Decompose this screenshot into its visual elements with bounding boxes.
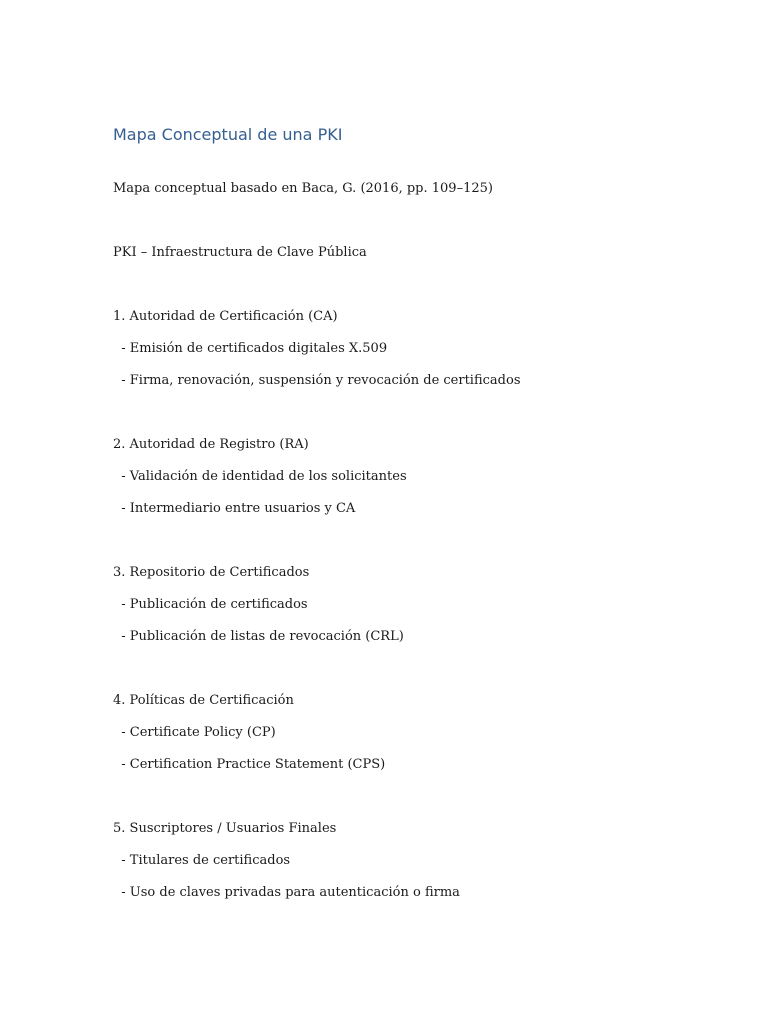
section-heading-ra: 2. Autoridad de Registro (RA)	[113, 437, 309, 452]
list-item: - Uso de claves privadas para autenticación o firma	[113, 885, 460, 900]
section-heading-repository: 3. Repositorio de Certificados	[113, 565, 310, 580]
list-item: - Certification Practice Statement (CPS)	[113, 757, 386, 772]
section-heading-policies: 4. Políticas de Certificación	[113, 693, 294, 708]
list-item: - Validación de identidad de los solicitantes	[113, 469, 407, 484]
list-item: - Certificate Policy (CP)	[113, 725, 276, 740]
list-item: - Publicación de certificados	[113, 597, 308, 612]
document-subtitle: Mapa conceptual basado en Baca, G. (2016, pp. 109–125)	[113, 181, 493, 196]
list-item: - Publicación de listas de revocación (CRL)	[113, 629, 404, 644]
section-heading-ca: 1. Autoridad de Certificación (CA)	[113, 309, 338, 324]
section-heading-subscribers: 5. Suscriptores / Usuarios Finales	[113, 821, 337, 836]
document-title: Mapa Conceptual de una PKI	[113, 125, 343, 144]
document-heading: PKI – Infraestructura de Clave Pública	[113, 245, 367, 260]
list-item: - Titulares de certificados	[113, 853, 291, 868]
list-item: - Emisión de certificados digitales X.509	[113, 341, 388, 356]
list-item: - Intermediario entre usuarios y CA	[113, 501, 356, 516]
list-item: - Firma, renovación, suspensión y revocación de certificados	[113, 373, 521, 388]
